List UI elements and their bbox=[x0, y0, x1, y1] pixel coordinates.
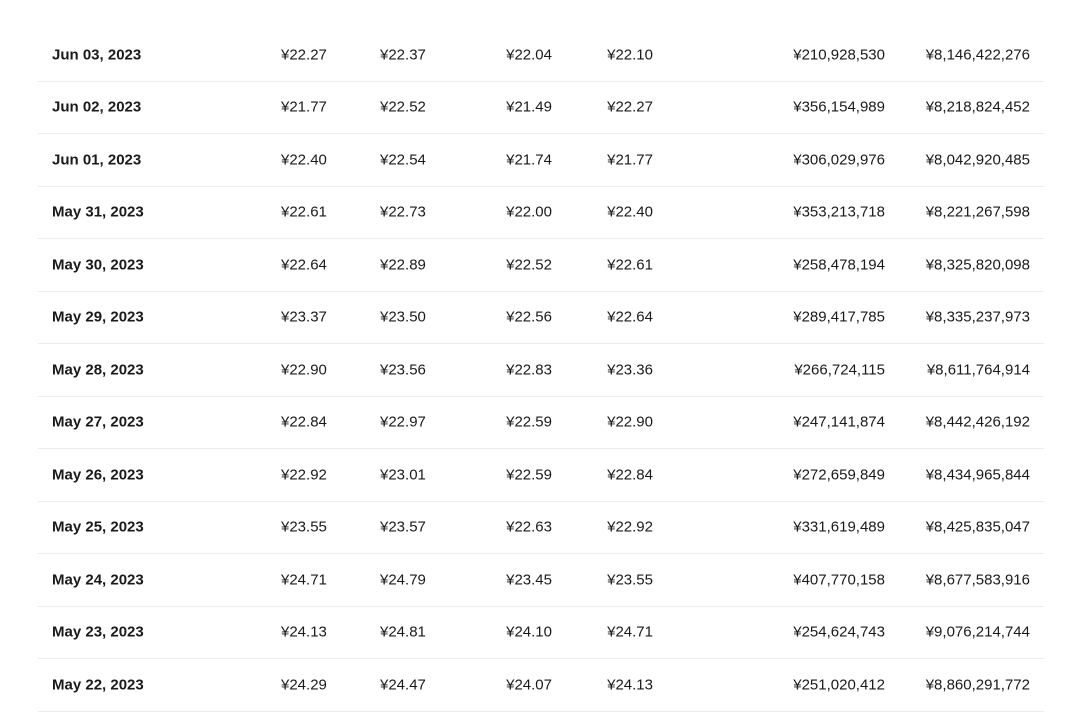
close-cell: ¥21.77 bbox=[607, 151, 653, 169]
high-cell: ¥22.37 bbox=[380, 46, 426, 64]
table-row bbox=[38, 554, 1044, 607]
volume-cell: ¥258,478,194 bbox=[793, 256, 885, 274]
low-cell: ¥22.56 bbox=[506, 308, 552, 326]
high-cell: ¥22.54 bbox=[380, 151, 426, 169]
market-cap-cell: ¥8,860,291,772 bbox=[925, 676, 1030, 694]
historical-price-table bbox=[38, 29, 1044, 712]
low-cell: ¥21.74 bbox=[506, 151, 552, 169]
low-cell: ¥22.04 bbox=[506, 46, 552, 64]
volume-cell: ¥272,659,849 bbox=[793, 466, 885, 484]
open-cell: ¥22.84 bbox=[281, 413, 327, 431]
date-cell: May 29, 2023 bbox=[52, 308, 144, 326]
date-cell: May 31, 2023 bbox=[52, 203, 144, 221]
close-cell: ¥22.40 bbox=[607, 203, 653, 221]
volume-cell: ¥266,724,115 bbox=[794, 361, 885, 379]
date-cell: May 28, 2023 bbox=[52, 361, 144, 379]
low-cell: ¥24.10 bbox=[506, 623, 552, 641]
open-cell: ¥24.29 bbox=[281, 676, 327, 694]
market-cap-cell: ¥8,442,426,192 bbox=[925, 413, 1030, 431]
open-cell: ¥23.37 bbox=[281, 308, 327, 326]
volume-cell: ¥331,619,489 bbox=[793, 518, 885, 536]
close-cell: ¥22.84 bbox=[607, 466, 653, 484]
volume-cell: ¥254,624,743 bbox=[793, 623, 885, 641]
high-cell: ¥22.89 bbox=[380, 256, 426, 274]
date-cell: Jun 02, 2023 bbox=[52, 98, 142, 116]
low-cell: ¥22.83 bbox=[506, 361, 552, 379]
low-cell: ¥22.52 bbox=[506, 256, 552, 274]
close-cell: ¥23.36 bbox=[607, 361, 653, 379]
table-row bbox=[38, 187, 1044, 240]
date-cell: Jun 03, 2023 bbox=[52, 46, 142, 64]
market-cap-cell: ¥8,218,824,452 bbox=[925, 98, 1030, 116]
market-cap-cell: ¥8,434,965,844 bbox=[925, 466, 1030, 484]
date-cell: May 25, 2023 bbox=[52, 518, 144, 536]
market-cap-cell: ¥8,221,267,598 bbox=[925, 203, 1030, 221]
close-cell: ¥22.10 bbox=[607, 46, 653, 64]
close-cell: ¥24.71 bbox=[607, 623, 653, 641]
market-cap-cell: ¥9,076,214,744 bbox=[925, 623, 1030, 641]
low-cell: ¥22.00 bbox=[506, 203, 552, 221]
low-cell: ¥21.49 bbox=[506, 98, 552, 116]
volume-cell: ¥353,213,718 bbox=[793, 203, 885, 221]
open-cell: ¥22.61 bbox=[281, 203, 327, 221]
high-cell: ¥24.47 bbox=[380, 676, 426, 694]
volume-cell: ¥306,029,976 bbox=[793, 151, 885, 169]
volume-cell: ¥289,417,785 bbox=[793, 308, 885, 326]
low-cell: ¥23.45 bbox=[506, 571, 552, 589]
open-cell: ¥22.64 bbox=[281, 256, 327, 274]
volume-cell: ¥356,154,989 bbox=[793, 98, 885, 116]
open-cell: ¥24.13 bbox=[281, 623, 327, 641]
high-cell: ¥23.56 bbox=[380, 361, 426, 379]
volume-cell: ¥247,141,874 bbox=[793, 413, 885, 431]
close-cell: ¥24.13 bbox=[607, 676, 653, 694]
high-cell: ¥23.01 bbox=[380, 466, 426, 484]
close-cell: ¥22.90 bbox=[607, 413, 653, 431]
table-row bbox=[38, 344, 1044, 397]
high-cell: ¥23.50 bbox=[380, 308, 426, 326]
table-row bbox=[38, 29, 1044, 82]
market-cap-cell: ¥8,042,920,485 bbox=[925, 151, 1030, 169]
date-cell: May 22, 2023 bbox=[52, 676, 144, 694]
high-cell: ¥24.79 bbox=[380, 571, 426, 589]
market-cap-cell: ¥8,325,820,098 bbox=[925, 256, 1030, 274]
low-cell: ¥24.07 bbox=[506, 676, 552, 694]
low-cell: ¥22.59 bbox=[506, 466, 552, 484]
open-cell: ¥24.71 bbox=[281, 571, 327, 589]
date-cell: May 24, 2023 bbox=[52, 571, 144, 589]
low-cell: ¥22.59 bbox=[506, 413, 552, 431]
high-cell: ¥22.73 bbox=[380, 203, 426, 221]
open-cell: ¥22.27 bbox=[281, 46, 327, 64]
close-cell: ¥22.64 bbox=[607, 308, 653, 326]
close-cell: ¥22.27 bbox=[607, 98, 653, 116]
close-cell: ¥22.61 bbox=[607, 256, 653, 274]
open-cell: ¥22.40 bbox=[281, 151, 327, 169]
volume-cell: ¥210,928,530 bbox=[793, 46, 885, 64]
close-cell: ¥22.92 bbox=[607, 518, 653, 536]
high-cell: ¥24.81 bbox=[380, 623, 426, 641]
table-row bbox=[38, 134, 1044, 187]
date-cell: May 30, 2023 bbox=[52, 256, 144, 274]
date-cell: May 27, 2023 bbox=[52, 413, 144, 431]
open-cell: ¥23.55 bbox=[281, 518, 327, 536]
high-cell: ¥23.57 bbox=[380, 518, 426, 536]
table-row bbox=[38, 397, 1044, 450]
market-cap-cell: ¥8,611,764,914 bbox=[926, 361, 1030, 379]
date-cell: Jun 01, 2023 bbox=[52, 151, 142, 169]
table-row bbox=[38, 239, 1044, 292]
high-cell: ¥22.52 bbox=[380, 98, 426, 116]
high-cell: ¥22.97 bbox=[380, 413, 426, 431]
table-row bbox=[38, 607, 1044, 660]
table-row bbox=[38, 659, 1044, 712]
open-cell: ¥22.92 bbox=[281, 466, 327, 484]
date-cell: May 23, 2023 bbox=[52, 623, 144, 641]
market-cap-cell: ¥8,677,583,916 bbox=[925, 571, 1030, 589]
table-row bbox=[38, 502, 1044, 555]
table-row bbox=[38, 292, 1044, 345]
close-cell: ¥23.55 bbox=[607, 571, 653, 589]
market-cap-cell: ¥8,335,237,973 bbox=[925, 308, 1030, 326]
low-cell: ¥22.63 bbox=[506, 518, 552, 536]
open-cell: ¥22.90 bbox=[281, 361, 327, 379]
open-cell: ¥21.77 bbox=[281, 98, 327, 116]
volume-cell: ¥407,770,158 bbox=[793, 571, 885, 589]
market-cap-cell: ¥8,425,835,047 bbox=[925, 518, 1030, 536]
volume-cell: ¥251,020,412 bbox=[793, 676, 885, 694]
date-cell: May 26, 2023 bbox=[52, 466, 144, 484]
table-row bbox=[38, 82, 1044, 135]
table-row bbox=[38, 449, 1044, 502]
market-cap-cell: ¥8,146,422,276 bbox=[925, 46, 1030, 64]
